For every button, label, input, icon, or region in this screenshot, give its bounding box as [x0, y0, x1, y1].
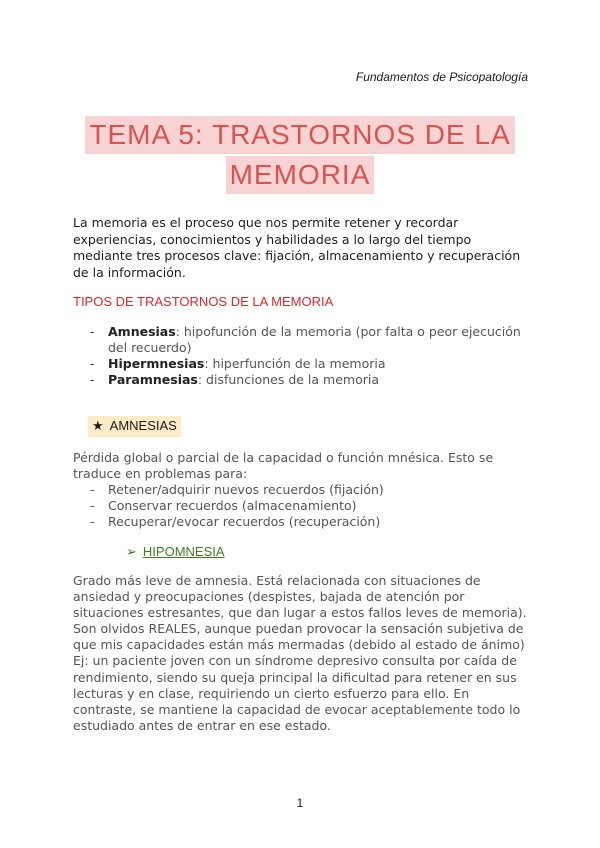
definition-hipermnesias: : hiperfunción de la memoria [204, 356, 386, 371]
course-header: Fundamentos de Psicopatología [355, 70, 528, 84]
star-icon: ★ [92, 418, 104, 433]
hipomnesia-paragraph: Grado más leve de amnesia. Está relacionada con situaciones de ansiedad y preocupaciones (despistes, bajada de atención por situaciones estresantes, que dan lugar a estos fallos leves de memoria). Son olvidos REALES, aunque puedan provocar la sensación subjetiva de que mis capacidades están más mermadas (debido al estado de ánimo) Ej: un paciente joven con un síndrome depresivo consulta por caída de rendimiento, siendo su queja principal la dificultad para retener en sus lecturas y en clase, requiriendo un cierto esfuerzo para ello. En contraste, se mantiene la capacidad de evocar aceptablemente todo lo estudiado antes de entrar en ese estado. [73, 573, 527, 733]
effect-text: Conservar recuerdos (almacenamiento) [108, 498, 357, 513]
dash-bullet: - [90, 324, 95, 339]
types-list [90, 324, 540, 388]
list-item [90, 372, 540, 388]
hipomnesia-heading-label: HIPOMNESIA [142, 544, 225, 559]
list-item [90, 482, 520, 498]
list-item [90, 324, 540, 356]
amnesias-heading [88, 416, 181, 437]
amnesia-effects-list [90, 482, 520, 530]
list-item [90, 514, 520, 530]
list-item [90, 498, 520, 514]
dash-bullet: - [90, 356, 95, 371]
arrow-bullet-icon: ➢ [126, 544, 137, 559]
title-line-2: MEMORIA [226, 156, 375, 194]
amnesias-heading-label: AMNESIAS [109, 418, 177, 433]
term-hipermnesias: Hipermnesias [108, 356, 205, 371]
list-item [90, 356, 540, 372]
amnesias-paragraph: Pérdida global o parcial de la capacidad o función mnésica. Esto se traduce en problemas para: [73, 450, 494, 481]
definition-amnesias: : hipofunción de la memoria (por falta o peor ejecución del recuerdo) [108, 324, 521, 355]
types-heading: TIPOS DE TRASTORNOS DE LA MEMORIA [73, 294, 334, 309]
term-amnesias: Amnesias [108, 324, 176, 339]
dash-bullet: - [90, 482, 95, 497]
hipomnesia-heading [126, 544, 225, 560]
dash-bullet: - [90, 514, 95, 529]
dash-bullet: - [90, 498, 95, 513]
title-line-1: TEMA 5: TRASTORNOS DE LA [85, 116, 514, 154]
effect-text: Retener/adquirir nuevos recuerdos (fijación) [108, 482, 384, 497]
term-paramnesias: Paramnesias [108, 372, 198, 387]
page-title [0, 116, 600, 196]
dash-bullet: - [90, 372, 95, 387]
effect-text: Recuperar/evocar recuerdos (recuperación) [108, 514, 381, 529]
intro-paragraph: La memoria es el proceso que nos permite retener y recordar experiencias, conocimientos y habilidades a lo largo del tiempo mediante tres procesos clave: fijación, almacenamiento y recuperación de la información. [73, 215, 521, 280]
definition-paramnesias: : disfunciones de la memoria [197, 372, 379, 387]
page-number: 1 [296, 796, 304, 810]
